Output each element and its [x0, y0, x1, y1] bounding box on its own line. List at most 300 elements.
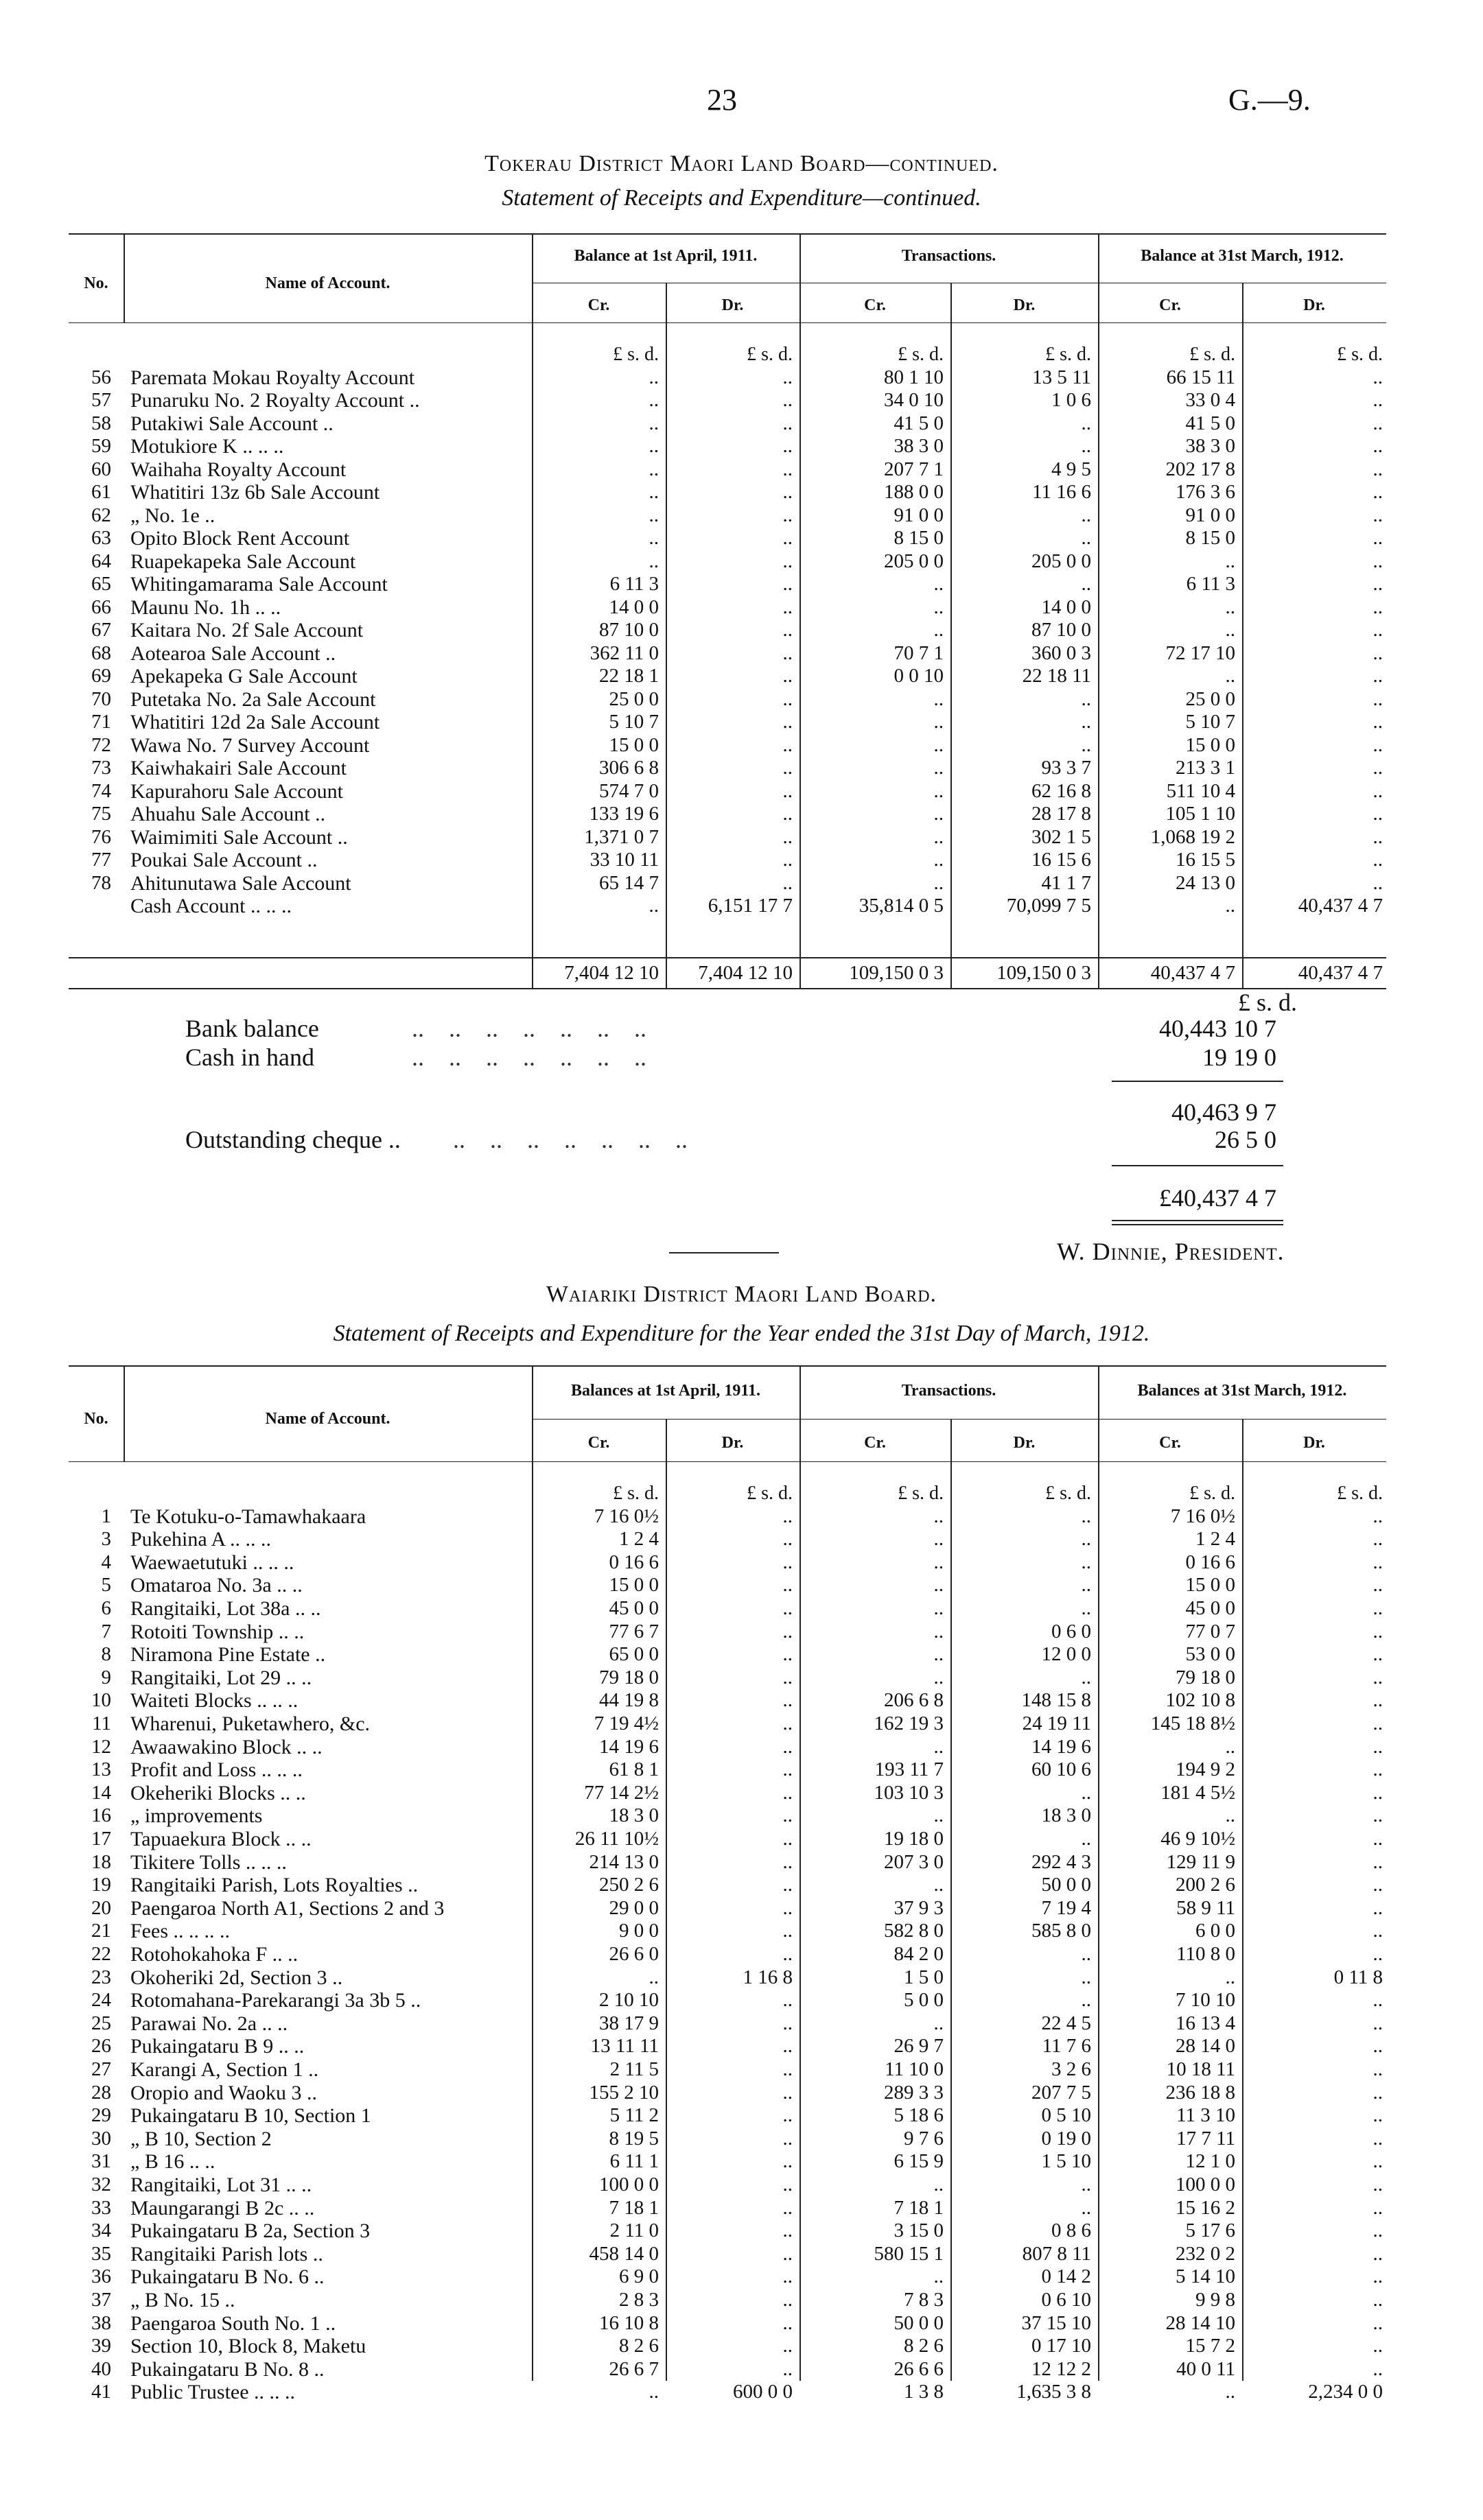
amount-cell: 206 6 8: [884, 1689, 944, 1712]
account-name: Rotohokahoka F .. ..: [130, 1943, 299, 1966]
amount-cell: ..: [1373, 1666, 1383, 1688]
amount-cell: ..: [782, 2357, 793, 2380]
amount-cell: 194 9 2: [1176, 1758, 1235, 1781]
amount-cell: 19 18 0: [884, 1828, 944, 1850]
row-number: 23: [91, 1966, 111, 1988]
row-number: 61: [91, 481, 111, 503]
amount-cell: 77 14 2½: [584, 1781, 659, 1804]
row-number: 17: [91, 1828, 111, 1850]
table-row: [69, 2082, 1386, 2104]
amount-cell: 24 19 11: [1022, 1712, 1091, 1734]
table-row: [69, 389, 1386, 412]
amount-cell: 574 7 0: [599, 779, 659, 802]
amount-cell: 15 0 0: [1185, 733, 1235, 756]
row-number: 75: [91, 803, 111, 825]
table-row: [69, 2335, 1386, 2357]
amount-cell: 5 17 6: [1185, 2219, 1235, 2242]
amount-cell: ..: [1373, 871, 1383, 894]
row-number: 70: [91, 687, 111, 710]
row-number: 64: [91, 550, 111, 572]
account-name: Pukaingataru B 2a, Section 3: [130, 2219, 371, 2243]
row-number: 31: [91, 2150, 111, 2173]
amount-cell: ..: [782, 1505, 793, 1527]
amount-cell: 70 7 1: [894, 641, 944, 664]
amount-cell: ..: [782, 458, 793, 480]
account-name: Rangitaiki Parish, Lots Royalties ..: [130, 1874, 419, 1897]
row-number: 26: [91, 2035, 111, 2058]
amount-cell: 66 15 11: [1166, 366, 1235, 388]
amount-cell: 5 0 0: [904, 1989, 944, 2012]
amount-cell: ..: [1373, 2357, 1383, 2380]
amount-cell: 7 16 0½: [594, 1505, 659, 1527]
amount-cell: ..: [1373, 1712, 1383, 1734]
account-name: Pukehina A .. .. ..: [130, 1528, 272, 1551]
total-cell: 7,404 12 10: [698, 962, 793, 984]
amount-cell: 205 0 0: [1031, 550, 1091, 572]
amount-cell: ..: [1225, 895, 1235, 917]
amount-cell: ..: [782, 2196, 793, 2219]
amount-cell: 0 6 10: [1041, 2289, 1091, 2311]
table-row: [69, 688, 1386, 711]
account-name: Okeheriki Blocks .. ..: [130, 1781, 306, 1804]
amount-cell: 2 8 3: [619, 2289, 659, 2311]
amount-cell: ..: [1225, 619, 1235, 641]
amount-cell: 11 7 6: [1042, 2035, 1091, 2058]
divider: [669, 1252, 779, 1253]
account-name: Fees .. .. .. ..: [130, 1920, 230, 1943]
cash-summary: £ s. d. Bank balance .. .. .. .. .. .. .. 40,443 10 7 Cash in hand .. .. .. .. .. .. .. 19 19 0 40,463 9 7 Outstanding cheque .. .. .. .. .. .. .. .. 26 5 0 £40,437 4 7: [0, 988, 1483, 1276]
currency-unit: £ s. d.: [1045, 1483, 1091, 1504]
amount-cell: ..: [1373, 2335, 1383, 2357]
amount-cell: ..: [782, 527, 793, 549]
amount-cell: 7 16 0½: [1170, 1505, 1235, 1527]
amount-cell: 22 18 11: [1022, 665, 1091, 687]
total-cell: 109,150 0 3: [849, 962, 944, 984]
account-name: Aotearoa Sale Account ..: [130, 641, 336, 665]
amount-cell: ..: [782, 1689, 793, 1712]
account-name: Waihaha Royalty Account: [130, 458, 347, 481]
amount-cell: ..: [933, 1804, 944, 1827]
amount-cell: ..: [1373, 366, 1383, 388]
amount-cell: ..: [782, 2335, 793, 2357]
amount-cell: ..: [1373, 1828, 1383, 1850]
account-name: Paremata Mokau Royalty Account: [130, 366, 415, 389]
amount-cell: ..: [1081, 1574, 1091, 1597]
row-number: 65: [91, 573, 111, 595]
account-name: Rangitaiki, Lot 29 .. ..: [130, 1666, 312, 1689]
amount-cell: ..: [933, 619, 944, 641]
amount-cell: ..: [933, 2174, 944, 2195]
amount-cell: ..: [1081, 573, 1091, 595]
amount-cell: ..: [1373, 711, 1383, 733]
amount-cell: 65 0 0: [609, 1643, 659, 1666]
row-number: 60: [91, 458, 111, 480]
account-name: Tikitere Tolls .. .. ..: [130, 1850, 287, 1874]
account-name: Poukai Sale Account ..: [130, 849, 318, 871]
table-row: [69, 1920, 1386, 1942]
amount-cell: 77 6 7: [609, 1620, 659, 1642]
table-row: [69, 2289, 1386, 2311]
account-name: Putetaka No. 2a Sale Account: [130, 687, 376, 711]
amount-cell: ..: [1373, 2242, 1383, 2265]
amount-cell: 200 2 6: [1176, 1874, 1235, 1896]
amount-cell: 2 10 10: [599, 1989, 659, 2012]
amount-cell: ..: [1373, 2174, 1383, 2195]
amount-cell: 207 7 1: [884, 458, 944, 480]
account-name: Karangi A, Section 1 ..: [130, 2058, 319, 2081]
dr-header: Dr.: [1013, 296, 1036, 314]
outstanding-cheque-value: 26 5 0: [1215, 1126, 1276, 1153]
table-row: [69, 2174, 1386, 2196]
amount-cell: 7 19 4½: [594, 1712, 659, 1734]
amount-cell: 1,371 0 7: [584, 825, 659, 848]
amount-cell: 2 11 0: [609, 2219, 659, 2242]
amount-cell: 1 5 0: [904, 1966, 944, 1988]
account-name: Paengaroa South No. 1 ..: [130, 2311, 336, 2335]
amount-cell: ..: [649, 504, 659, 526]
account-name: Motukiore K .. .. ..: [130, 435, 284, 458]
row-number: 35: [91, 2242, 111, 2265]
table-row: [69, 1667, 1386, 1689]
amount-cell: ..: [782, 871, 793, 894]
amount-cell: 12 12 2: [1031, 2357, 1091, 2380]
amount-cell: 12 1 0: [1185, 2150, 1235, 2173]
account-name: Ahuahu Sale Account ..: [130, 803, 326, 825]
amount-cell: ..: [782, 481, 793, 503]
table-row: [69, 642, 1386, 665]
amount-cell: ..: [1373, 757, 1383, 779]
table-row: [69, 734, 1386, 757]
amount-cell: 37 15 10: [1021, 2311, 1091, 2334]
amount-cell: 14 19 6: [599, 1735, 659, 1758]
amount-cell: ..: [782, 2174, 793, 2195]
table-row: [69, 1989, 1386, 2012]
opening-balance-header: Balances at 1st April, 1911.: [570, 1382, 760, 1400]
table-row: [69, 780, 1386, 803]
table-row: [69, 757, 1386, 779]
bank-balance-value: 40,443 10 7: [1159, 1015, 1276, 1042]
amount-cell: ..: [1373, 2081, 1383, 2104]
account-name: Public Trustee .. .. ..: [130, 2381, 296, 2404]
table-row: [69, 573, 1386, 596]
account-name: Niramona Pine Estate ..: [130, 1643, 326, 1667]
currency-unit: £ s. d.: [747, 344, 793, 365]
dr-header: Dr.: [1303, 296, 1325, 314]
table-row: [69, 1736, 1386, 1758]
amount-cell: 45 0 0: [609, 1597, 659, 1619]
row-number: 32: [91, 2174, 111, 2195]
account-name: Rangitaiki, Lot 38a .. ..: [130, 1597, 321, 1620]
amount-cell: ..: [1373, 619, 1383, 641]
row-number: 12: [91, 1735, 111, 1758]
amount-cell: ..: [782, 435, 793, 457]
amount-cell: ..: [782, 825, 793, 848]
table-row: [69, 711, 1386, 733]
amount-cell: ..: [782, 1574, 793, 1597]
account-name: Kaiwhakairi Sale Account: [130, 757, 347, 779]
row-number: 30: [91, 2127, 111, 2150]
amount-cell: ..: [933, 1505, 944, 1527]
amount-cell: ..: [1081, 1666, 1091, 1688]
amount-cell: ..: [1081, 527, 1091, 549]
amount-cell: ..: [782, 2127, 793, 2150]
table-row: [69, 527, 1386, 550]
account-name: Omataroa No. 3a .. ..: [130, 1574, 303, 1597]
total-cell: 109,150 0 3: [996, 962, 1091, 984]
amount-cell: ..: [1373, 779, 1383, 802]
amount-cell: 14 19 6: [1031, 1735, 1091, 1758]
amount-cell: ..: [1081, 504, 1091, 526]
amount-cell: ..: [933, 871, 944, 894]
amount-cell: 62 16 8: [1031, 779, 1091, 802]
amount-cell: ..: [782, 596, 793, 618]
amount-cell: 93 3 7: [1041, 757, 1091, 779]
amount-cell: 511 10 4: [1166, 779, 1235, 802]
amount-cell: 202 17 8: [1165, 458, 1235, 480]
amount-cell: ..: [782, 2311, 793, 2334]
amount-cell: 33 0 4: [1185, 389, 1235, 411]
amount-cell: 15 7 2: [1185, 2335, 1235, 2357]
amount-cell: ..: [782, 2035, 793, 2058]
row-number: 41: [91, 2381, 111, 2403]
amount-cell: ..: [933, 573, 944, 595]
account-name: Parawai No. 2a .. ..: [130, 2012, 288, 2035]
row-number: 34: [91, 2219, 111, 2242]
table-row: [69, 1851, 1386, 1874]
amount-cell: ..: [933, 1574, 944, 1597]
amount-cell: ..: [1373, 527, 1383, 549]
currency-unit: £ s. d.: [898, 1483, 944, 1504]
table-row: [69, 504, 1386, 527]
amount-cell: 91 0 0: [894, 504, 944, 526]
cr-header: Cr.: [587, 296, 610, 314]
row-number: 1: [101, 1505, 111, 1527]
amount-cell: 5 11 2: [609, 2104, 659, 2127]
amount-cell: 15 0 0: [609, 1574, 659, 1597]
amount-cell: 28 14 10: [1165, 2311, 1235, 2334]
table-row: [69, 1621, 1386, 1643]
signature: W. Dinnie, President.: [1057, 1238, 1285, 1265]
amount-cell: ..: [782, 1666, 793, 1688]
row-number: 14: [91, 1781, 111, 1804]
amount-cell: ..: [933, 1597, 944, 1619]
amount-cell: 50 0 0: [1041, 1874, 1091, 1896]
account-name: Paengaroa North A1, Sections 2 and 3: [130, 1896, 445, 1920]
currency-unit: £ s. d.: [1337, 344, 1383, 365]
amount-cell: 41 5 0: [1185, 412, 1235, 434]
dr-header: Dr.: [721, 296, 744, 314]
amount-cell: 10 18 11: [1166, 2058, 1235, 2080]
amount-cell: 16 10 8: [599, 2311, 659, 2334]
amount-cell: ..: [933, 2012, 944, 2034]
amount-cell: 0 8 6: [1051, 2219, 1091, 2242]
amount-cell: ..: [1373, 573, 1383, 595]
row-number: 38: [91, 2311, 111, 2334]
table-row: [69, 1874, 1386, 1896]
account-name: Wawa No. 7 Survey Account: [130, 733, 370, 757]
row-number: 9: [101, 1666, 111, 1688]
amount-cell: 129 11 9: [1166, 1850, 1235, 1873]
amount-cell: 46 9 10½: [1160, 1828, 1235, 1850]
amount-cell: 11 3 10: [1176, 2104, 1235, 2127]
amount-cell: ..: [1373, 687, 1383, 710]
amount-cell: 585 8 0: [1031, 1920, 1091, 1942]
account-name: „ B 16 .. ..: [130, 2150, 215, 2174]
amount-cell: ..: [782, 366, 793, 388]
account-name: Cash Account .. .. ..: [130, 895, 292, 917]
amount-cell: ..: [782, 1850, 793, 1873]
row-number: 37: [91, 2289, 111, 2311]
row-number: 4: [101, 1551, 111, 1573]
amount-cell: ..: [1081, 1828, 1091, 1850]
amount-cell: ..: [782, 665, 793, 687]
amount-cell: 148 15 8: [1021, 1689, 1091, 1712]
row-number: 7: [101, 1620, 111, 1642]
amount-cell: ..: [782, 2150, 793, 2173]
amount-cell: 41 1 7: [1041, 871, 1091, 894]
table-row: [69, 619, 1386, 641]
amount-cell: 18 3 0: [609, 1804, 659, 1827]
total-value: £40,437 4 7: [1159, 1184, 1276, 1212]
amount-cell: ..: [933, 1735, 944, 1758]
amount-cell: 70,099 7 5: [1006, 895, 1091, 917]
amount-cell: ..: [782, 1989, 793, 2012]
amount-cell: 37 9 3: [894, 1896, 944, 1919]
amount-cell: ..: [782, 1712, 793, 1734]
amount-cell: ..: [933, 2265, 944, 2288]
amount-cell: ..: [782, 2265, 793, 2288]
cr-header: Cr.: [1159, 1434, 1181, 1452]
amount-cell: 7 19 4: [1041, 1896, 1091, 1919]
amount-cell: ..: [1373, 481, 1383, 503]
amount-cell: ..: [1373, 458, 1383, 480]
board1-subtitle: Statement of Receipts and Expenditure—continued.: [502, 185, 981, 211]
account-name: Te Kotuku-o-Tamawhakaara: [130, 1505, 366, 1528]
no-header: No.: [84, 274, 108, 292]
amount-cell: ..: [1373, 1528, 1383, 1551]
amount-cell: ..: [782, 550, 793, 572]
amount-cell: 41 5 0: [894, 412, 944, 434]
table-row: [69, 1897, 1386, 1920]
amount-cell: 25 0 0: [609, 687, 659, 710]
amount-cell: 214 13 0: [589, 1850, 659, 1873]
table-row: [69, 2265, 1386, 2288]
table-row: [69, 435, 1386, 458]
amount-cell: ..: [649, 527, 659, 549]
amount-cell: ..: [1081, 412, 1091, 434]
amount-cell: 14 0 0: [1041, 596, 1091, 618]
amount-cell: ..: [1373, 733, 1383, 756]
currency-unit: £ s. d.: [1337, 1483, 1383, 1504]
amount-cell: 2,234 0 0: [1308, 2381, 1383, 2403]
table-row: [69, 1551, 1386, 1574]
amount-cell: 155 2 10: [589, 2081, 659, 2104]
row-number: 66: [91, 596, 111, 618]
amount-cell: 8 15 0: [894, 527, 944, 549]
cash-in-hand-value: 19 19 0: [1202, 1044, 1276, 1071]
amount-cell: 0 16 6: [1185, 1551, 1235, 1573]
amount-cell: ..: [1373, 435, 1383, 457]
amount-cell: 26 9 7: [894, 2035, 944, 2058]
amount-cell: 6 11 1: [609, 2150, 659, 2173]
table-row: [69, 872, 1386, 895]
account-name: „ No. 1e ..: [130, 504, 215, 527]
amount-cell: 102 10 8: [1165, 1689, 1235, 1712]
amount-cell: 1 16 8: [743, 1966, 793, 1988]
account-name: „ improvements: [130, 1804, 263, 1828]
amount-cell: 580 15 1: [874, 2242, 944, 2265]
amount-cell: ..: [933, 711, 944, 733]
amount-cell: ..: [1373, 2219, 1383, 2242]
amount-cell: 9 7 6: [904, 2127, 944, 2150]
row-number: 71: [91, 711, 111, 733]
amount-cell: ..: [1373, 1735, 1383, 1758]
row-number: 56: [91, 366, 111, 388]
row-number: 76: [91, 825, 111, 848]
table-row: [69, 2381, 1386, 2403]
amount-cell: ..: [933, 849, 944, 871]
amount-cell: ..: [933, 1528, 944, 1551]
amount-cell: ..: [649, 1966, 659, 1988]
amount-cell: 236 18 8: [1165, 2081, 1235, 2104]
amount-cell: ..: [933, 1666, 944, 1688]
amount-cell: 15 0 0: [1185, 1574, 1235, 1597]
amount-cell: 0 14 2: [1041, 2265, 1091, 2288]
account-name: Whatitiri 13z 6b Sale Account: [130, 481, 380, 504]
amount-cell: 8 19 5: [609, 2127, 659, 2150]
account-name: Apekapeka G Sale Account: [130, 665, 358, 687]
row-number: 68: [91, 641, 111, 664]
amount-cell: 207 3 0: [884, 1850, 944, 1873]
amount-cell: ..: [1225, 1804, 1235, 1827]
table-row: [69, 1574, 1386, 1597]
amount-cell: ..: [782, 1781, 793, 1804]
amount-cell: 44 19 8: [599, 1689, 659, 1712]
amount-cell: 80 1 10: [884, 366, 944, 388]
amount-cell: 60 10 6: [1031, 1758, 1091, 1781]
table-row: [69, 2128, 1386, 2150]
row-number: 59: [91, 435, 111, 457]
amount-cell: 9 9 8: [1195, 2289, 1235, 2311]
amount-cell: ..: [782, 2289, 793, 2311]
amount-cell: 79 18 0: [1176, 1666, 1235, 1688]
table-row: [69, 803, 1386, 825]
currency-unit: £ s. d.: [613, 344, 659, 365]
amount-cell: 26 6 0: [609, 1943, 659, 1965]
outstanding-cheque-label: Outstanding cheque ..: [185, 1126, 401, 1153]
amount-cell: 1,635 3 8: [1016, 2381, 1091, 2403]
amount-cell: ..: [1225, 596, 1235, 618]
amount-cell: 79 18 0: [599, 1666, 659, 1688]
amount-cell: 16 13 4: [1176, 2012, 1235, 2034]
row-number: 36: [91, 2265, 111, 2288]
table-row: [69, 2012, 1386, 2035]
row-number: 5: [101, 1574, 111, 1597]
row-number: 21: [91, 1920, 111, 1942]
table-row: [69, 1528, 1386, 1551]
account-name: Rotomahana-Parekarangi 3a 3b 5 ..: [130, 1989, 421, 2012]
amount-cell: ..: [1373, 2150, 1383, 2173]
amount-cell: 53 0 0: [1185, 1643, 1235, 1666]
amount-cell: ..: [1373, 2012, 1383, 2034]
currency-unit: £ s. d.: [1189, 1483, 1235, 1504]
amount-cell: 14 0 0: [609, 596, 659, 618]
amount-cell: 16 15 6: [1031, 849, 1091, 871]
amount-cell: 34 0 10: [884, 389, 944, 411]
amount-cell: 25 0 0: [1185, 687, 1235, 710]
amount-cell: ..: [1373, 1689, 1383, 1712]
amount-cell: 250 2 6: [599, 1874, 659, 1896]
